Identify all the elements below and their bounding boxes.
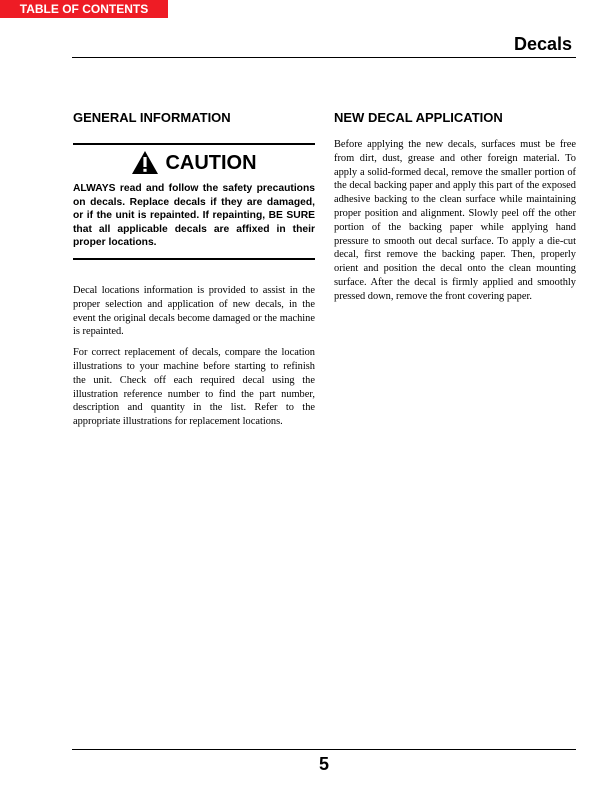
left-column (73, 110, 315, 436)
caution-box (73, 143, 315, 260)
section-title: Decals (513, 34, 572, 54)
caution-text: ALWAYS read and follow the safety precautions on decals. Replace decals if they are damaged, or if the unit is repainted. If repainting, BE SURE that all applicable decals are affixed in their proper locations. (73, 183, 315, 249)
footer-rule (72, 749, 576, 750)
caution-title-row (73, 150, 315, 175)
paragraph-applying-decals: Before applying the new decals, surfaces must be free from dirt, dust, grease and other foreign material. To apply a solid-formed decal, remove the smaller portion of the decal backing paper and apply this part of the exposed adhesive backing to the clean surface while maintaining proper position and alignment. Slowly peel off the other portion of the backing paper while applying hand pressure to smooth out decal surface. To apply a die-cut decal, first remove the backing paper. Then, properly orient and position the decal onto the clean mounting surface. After the decal is firmly applied and smoothly pressed down, remove the front covering paper. (334, 139, 576, 302)
page-number: 5 (318, 754, 329, 774)
right-column (334, 110, 576, 311)
paragraph-correct-replacement: For correct replacement of decals, compare the location illustrations to your machine before starting to refinish the unit. Check off each required decal using the illustration reference number to find the part number, description and quantity in the list. Refer to the appropriate illustrations for replacement locations. (73, 347, 315, 428)
new-decal-application-body (334, 138, 576, 304)
warning-triangle-icon (131, 150, 159, 175)
table-of-contents-button[interactable]: TABLE OF CONTENTS (0, 0, 168, 18)
general-information-body (73, 284, 315, 429)
general-information-heading: GENERAL INFORMATION (73, 110, 231, 125)
new-decal-application-heading: NEW DECAL APPLICATION (334, 110, 503, 125)
caution-title: CAUTION (165, 151, 257, 174)
header-rule (72, 57, 576, 58)
paragraph-decal-locations: Decal locations information is provided to assist in the proper selection and application of new decals, in the event the original decals become damaged or the machine is repainted. (73, 284, 315, 338)
